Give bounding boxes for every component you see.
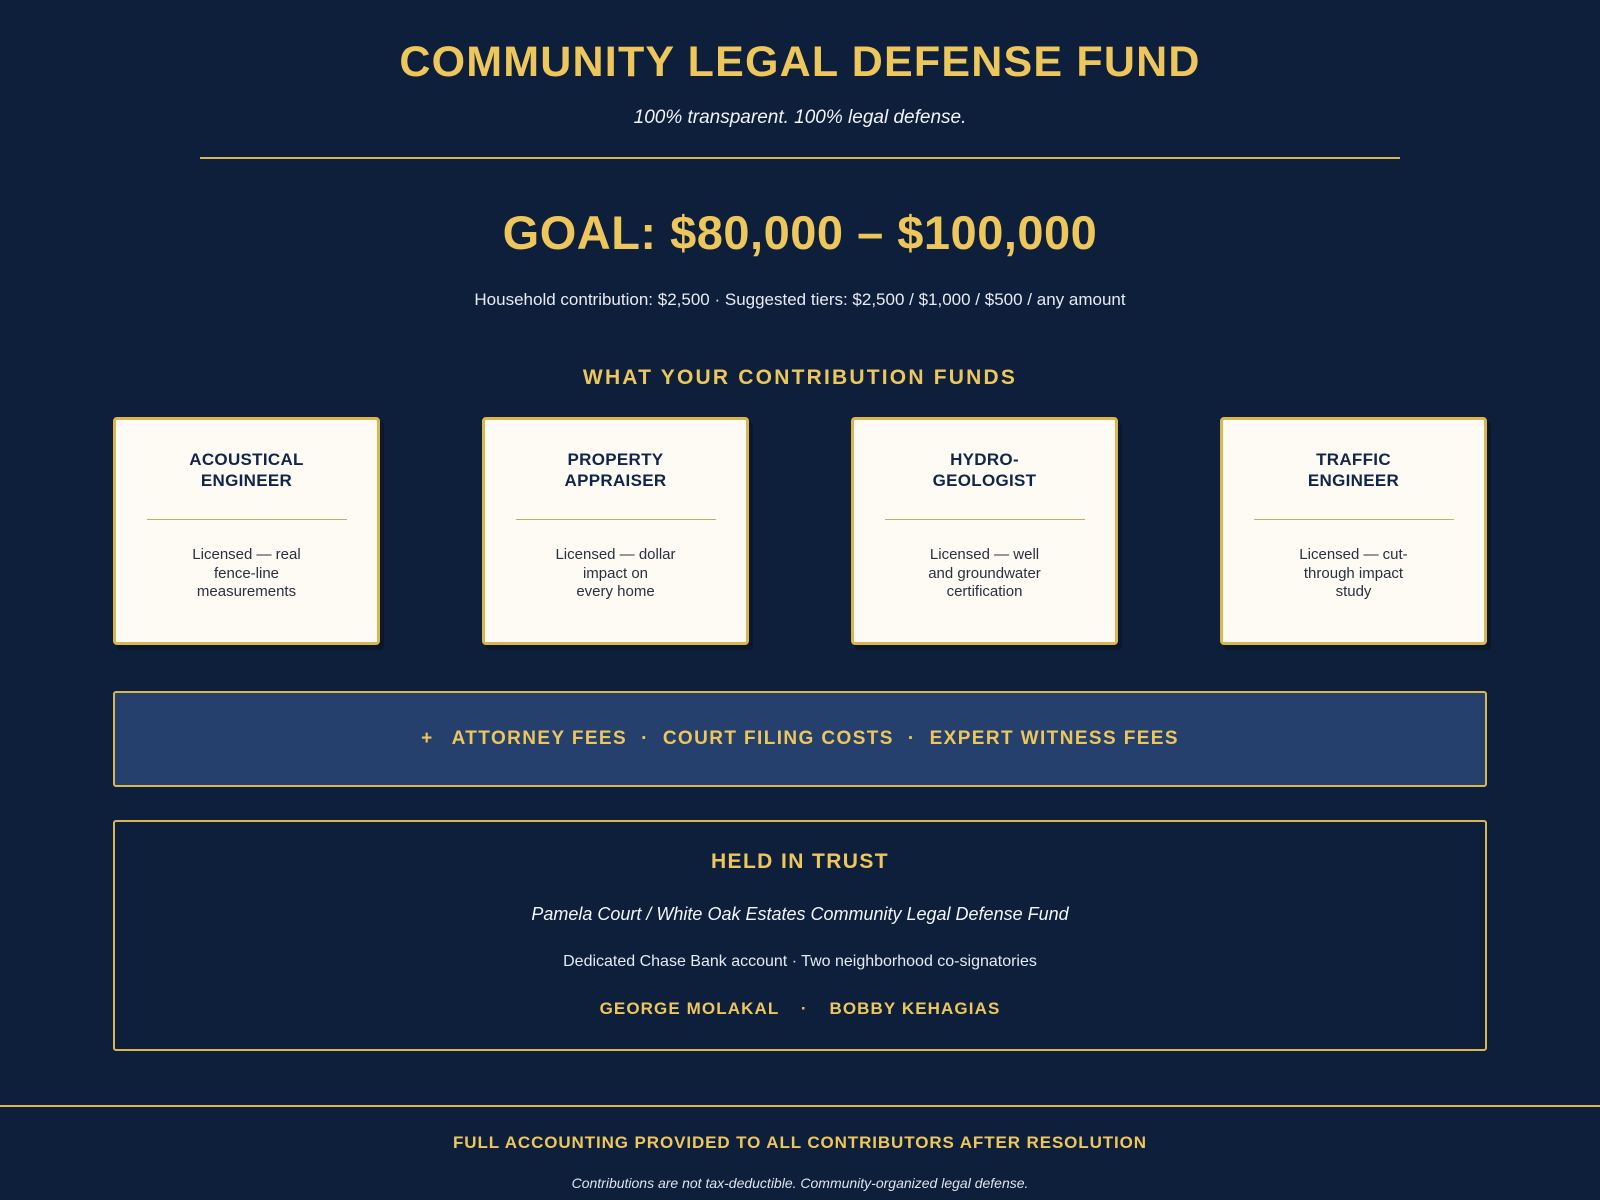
fund-card: [482, 417, 749, 645]
funds-card-list: [113, 417, 1487, 645]
additional-costs-bar: [113, 691, 1487, 787]
trust-account-detail: Dedicated Chase Bank account · Two neighborhood co-signatories: [563, 953, 1037, 970]
cost-item-expert-witness: EXPERT WITNESS FEES: [929, 728, 1179, 749]
goal-section: [0, 205, 1600, 310]
cost-item-attorney-fees: ATTORNEY FEES: [451, 728, 628, 749]
fund-card-divider: [885, 519, 1085, 520]
contribution-tiers: Household contribution: $2,500 · Suggested tiers: $2,500 / $1,000 / $500 / any amount: [474, 290, 1126, 309]
fund-card-description: Licensed — well and groundwater certification: [928, 546, 1041, 601]
signatory-separator: ·: [800, 999, 808, 1018]
fund-card-title: ACOUSTICAL ENGINEER: [189, 450, 304, 490]
held-in-trust-panel: [113, 820, 1487, 1051]
page-title: COMMUNITY LEGAL DEFENSE FUND: [399, 38, 1201, 86]
funds-section-title: WHAT YOUR CONTRIBUTION FUNDS: [582, 366, 1018, 389]
page-subtitle: 100% transparent. 100% legal defense.: [633, 107, 967, 128]
trust-title: HELD IN TRUST: [710, 850, 890, 873]
plus-icon: +: [421, 728, 434, 749]
signatory-name-2: BOBBY KEHAGIAS: [829, 999, 1001, 1018]
fund-card: [1220, 417, 1487, 645]
footer: [0, 1105, 1600, 1200]
fund-card-divider: [516, 519, 716, 520]
cost-separator: ·: [907, 728, 916, 749]
trust-fund-name: Pamela Court / White Oak Estates Community Legal Defense Fund: [531, 904, 1069, 924]
header: [0, 0, 1600, 159]
cost-separator: ·: [641, 728, 649, 749]
footer-accounting-note: FULL ACCOUNTING PROVIDED TO ALL CONTRIBUTORS AFTER RESOLUTION: [453, 1133, 1147, 1152]
fund-card-description: Licensed — real fence-line measurements: [192, 546, 301, 601]
fund-card-divider: [1254, 519, 1454, 520]
fund-card-description: Licensed — cut- through impact study: [1299, 546, 1408, 601]
signatory-name-1: GEORGE MOLAKAL: [599, 999, 780, 1018]
fund-card-title: HYDRO- GEOLOGIST: [932, 450, 1037, 490]
fund-card: [113, 417, 380, 645]
fund-card-title: TRAFFIC ENGINEER: [1307, 450, 1400, 490]
trust-signatories: [135, 999, 1465, 1019]
fund-card: [851, 417, 1118, 645]
fund-card-divider: [147, 519, 347, 520]
header-divider: [200, 157, 1400, 159]
fund-card-description: Licensed — dollar impact on every home: [555, 546, 676, 601]
fund-card-title: PROPERTY APPRAISER: [564, 450, 667, 490]
goal-headline: GOAL: $80,000 – $100,000: [502, 206, 1098, 259]
cost-item-court-filing: COURT FILING COSTS: [662, 728, 894, 749]
footer-disclaimer: Contributions are not tax-deductible. Community-organized legal defense.: [571, 1175, 1029, 1191]
